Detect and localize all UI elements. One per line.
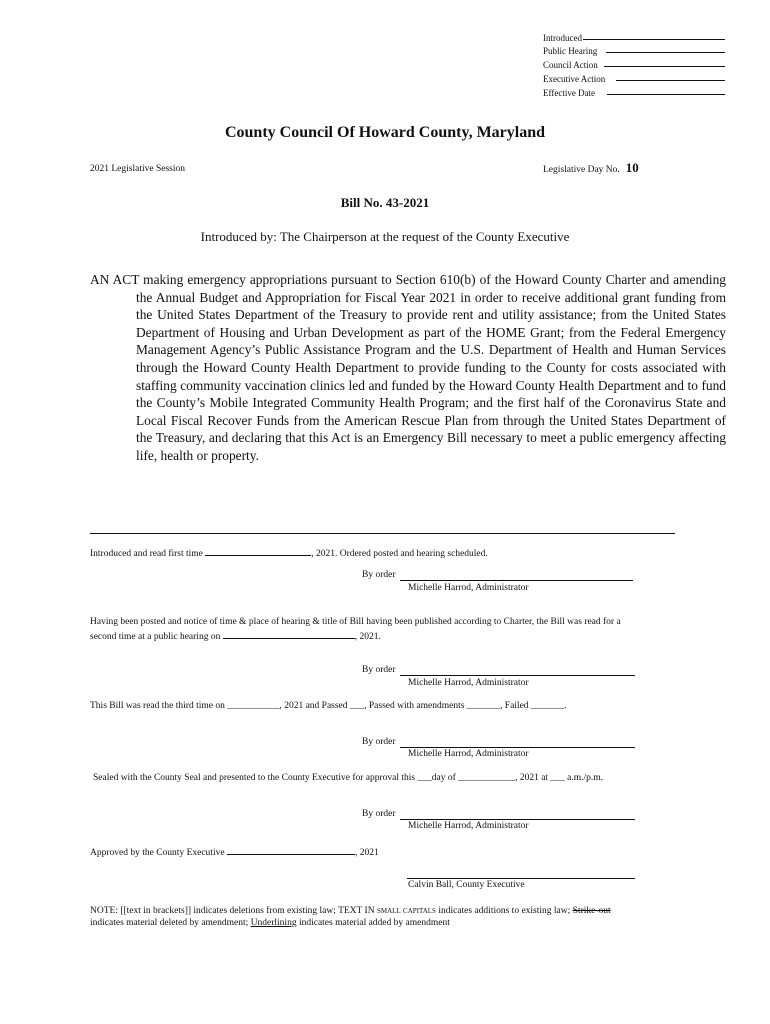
signature-line xyxy=(400,809,635,820)
executive-signature-line xyxy=(407,868,635,879)
status-effective-date xyxy=(543,87,595,100)
note-small-caps: small capitals xyxy=(376,906,436,916)
legislative-day-value: 10 xyxy=(625,160,639,175)
by-order-4: By order xyxy=(362,809,396,819)
blank-line xyxy=(223,629,355,639)
by-order-2: By order xyxy=(362,665,396,675)
by-order-3: By order xyxy=(362,737,396,747)
status-introduced xyxy=(543,32,582,45)
administrator-1: Michelle Harrod, Administrator xyxy=(408,583,529,593)
legislative-session: 2021 Legislative Session xyxy=(90,164,185,174)
administrator-3: Michelle Harrod, Administrator xyxy=(408,749,529,759)
second-reading-2 xyxy=(90,629,381,642)
legislative-day xyxy=(543,160,639,176)
second-reading-1: Having been posted and notice of time & place of hearing & title of Bill having been published according to Charter, the Bill was read for a xyxy=(90,617,621,627)
first-reading xyxy=(90,546,488,559)
by-order-1: By order xyxy=(362,570,396,580)
status-line xyxy=(616,80,725,81)
act-text: AN ACT making emergency appropriations pursuant to Section 610(b) of the Howard County Charter and amending the Annual Budget and Appropriation for Fiscal Year 2021 in order to receive additional grant funding from the United States Department of the Treasury to provide rent and utility assistance; from the United States Department of Housing and Urban Development as part of the HOME Grant; from the Federal Emergency Management Agency’s Public Assistance Program and the U.S. Department of Health and Human Services through the Howard County Health Department to provide funding to the County for costs associated with staffing community vaccination clinics led and funded by the Howard County Health Department and to fund the County’s Mobile Integrated Community Health Program; and the first half of the Coronavirus State and Local Fiscal Recover Funds from the American Rescue Plan from through the United States Department of the Treasury, and declaring that this Act is an Emergency Bill necessary to meet a public emergency affecting life, health or property. xyxy=(90,272,726,463)
note-part3: indicates material deleted by amendment; xyxy=(90,918,251,928)
sealed-text: Sealed with the County Seal and presented to the County Executive for approval this ___day of ____________, 2021 at ___ a.m./p.m. xyxy=(93,773,604,783)
status-label: Introduced xyxy=(543,33,582,43)
second-reading-tail: , 2021. xyxy=(354,632,381,642)
note-underline: Underlining xyxy=(250,918,297,928)
note-strike: Strike-out xyxy=(572,906,611,916)
approved-label: Approved by the County Executive xyxy=(90,848,225,858)
note-line-1 xyxy=(90,906,611,916)
bill-number: Bill No. 43-2021 xyxy=(340,195,430,210)
status-line xyxy=(583,39,725,40)
first-reading-label: Introduced and read first time xyxy=(90,549,203,559)
status-label: Public Hearing xyxy=(543,46,598,56)
status-label: Effective Date xyxy=(543,88,596,98)
divider xyxy=(90,533,675,534)
first-reading-tail: , 2021. Ordered posted and hearing scheduled. xyxy=(311,549,488,559)
note-line-2 xyxy=(90,918,450,928)
administrator-2: Michelle Harrod, Administrator xyxy=(408,678,529,688)
approved-text xyxy=(90,845,379,858)
approved-tail: , 2021 xyxy=(354,848,379,858)
county-executive: Calvin Ball, County Executive xyxy=(408,880,525,890)
second-reading-label: second time at a public hearing on xyxy=(90,632,221,642)
page-title: County Council Of Howard County, Maryland xyxy=(224,124,546,141)
note-part2: indicates additions to existing law; xyxy=(435,906,573,916)
signature-line xyxy=(400,665,635,676)
introduced-by: Introduced by: The Chairperson at the request of the County Executive xyxy=(200,229,570,244)
status-public-hearing xyxy=(543,45,597,58)
status-line xyxy=(606,52,725,53)
status-label: Executive Action xyxy=(543,74,606,84)
note-part4: indicates material added by amendment xyxy=(296,918,450,928)
status-executive-action xyxy=(543,73,605,86)
signature-line xyxy=(400,570,633,581)
note-part1: NOTE: [[text in brackets]] indicates deletions from existing law; TEXT IN xyxy=(90,906,377,916)
signature-line xyxy=(400,737,635,748)
status-label: Council Action xyxy=(543,60,598,70)
status-line xyxy=(607,94,725,95)
legislative-day-label: Legislative Day No. xyxy=(543,165,620,175)
third-reading: This Bill was read the third time on ___________, 2021 and Passed ___, Passed with amendments _______, Failed _______. xyxy=(90,701,567,711)
status-line xyxy=(604,66,725,67)
status-council-action xyxy=(543,59,598,72)
blank-line xyxy=(205,546,311,556)
blank-line xyxy=(227,845,355,855)
administrator-4: Michelle Harrod, Administrator xyxy=(408,821,529,831)
